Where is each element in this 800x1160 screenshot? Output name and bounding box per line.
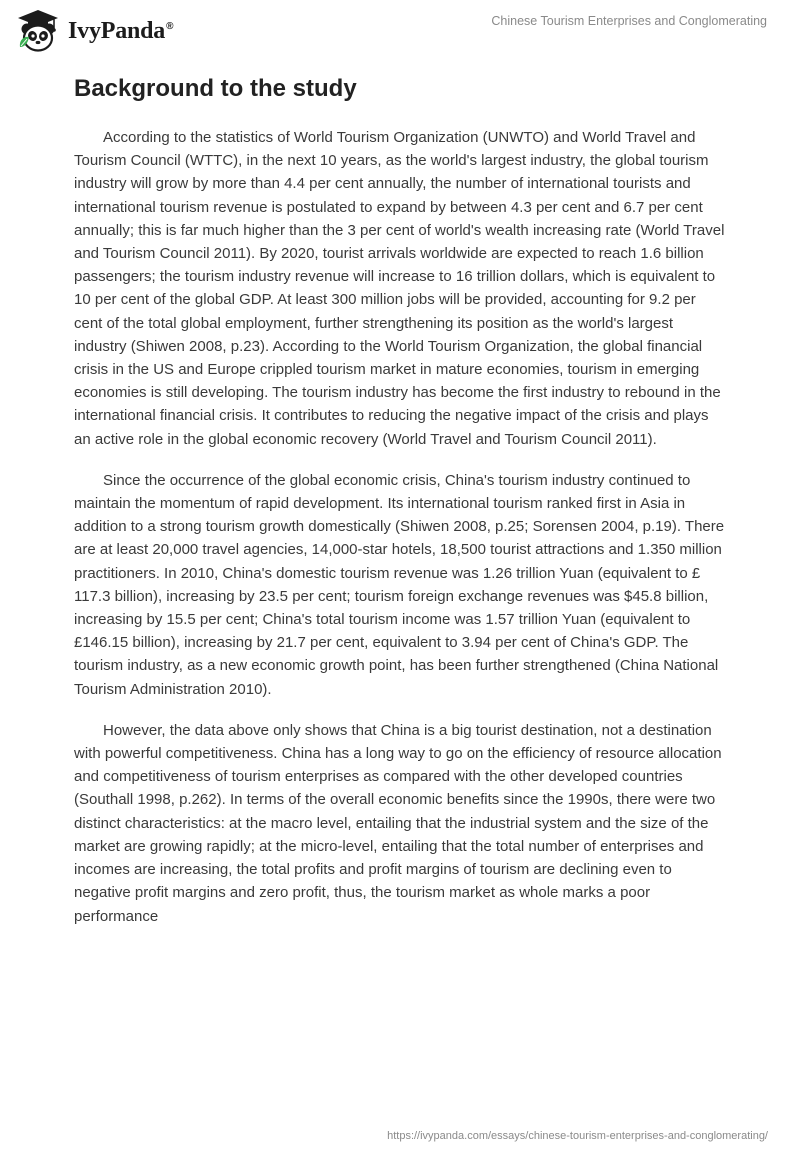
paragraph-1: According to the statistics of World Tourism Organization (UNWTO) and World Travel and Tourism Council (WTTC), in the next 10 years, as the world's largest industry, the global tourism industry will grow by more than 4.4 per cent annually, the number of international tourists and international tourism revenue is postulated to expand by between 4.3 per cent and 6.7 per cent annually; this is far much higher than the 3 per cent of world's wealth increasing rate (World Travel and Tourism Council 2011). By 2020, tourist arrivals worldwide are expected to reach 1.6 billion passengers; the tourism industry revenue will increase to 16 trillion dollars, which is equivalent to 10 per cent of the global GDP. At least 300 million jobs will be provided, accounting for 9.2 per cent of the total global employment, further strengthening its position as the world's largest industry (Shiwen 2008, p.23). According to the World Tourism Organization, the global financial crisis in the US and Europe crippled tourism market in mature economies, tourism in emerging economies is still developing. The tourism industry has become the first industry to rebound in the international financial crisis. It contributes to reducing the negative impact of the crisis and plays an active role in the global economic recovery (World Travel and Tourism Council 2011). bbox=[74, 129, 725, 448]
section-heading: Background to the study bbox=[74, 75, 357, 102]
panda-logo-icon bbox=[14, 7, 62, 55]
paragraph-3: However, the data above only shows that China is a big tourist destination, not a destination with powerful competitiveness. China has a long way to go on the efficiency of resource allocation and competitiveness of tourism enterprises as compared with the other developed countries (Southall 1998, p.262). In terms of the overall economic benefits since the 1990s, there were two distinct characteristics: at the macro level, entailing that the industrial system and the size of the market are growing rapidly; at the micro-level, entailing that the total number of enterprises and incomes are increasing, the total profits and profit margins of tourism are declining even to negative profit margins and zero profit, thus, the tourism market as whole marks a poor performance bbox=[74, 721, 722, 925]
registered-mark: ® bbox=[166, 20, 174, 32]
ivypanda-logo[interactable] bbox=[14, 7, 173, 55]
source-url[interactable]: https://ivypanda.com/essays/chinese-tourism-enterprises-and-conglomerating/ bbox=[387, 1130, 768, 1142]
document-title: Chinese Tourism Enterprises and Conglomerating bbox=[491, 14, 767, 28]
page-header bbox=[0, 0, 800, 60]
paragraph-2: Since the occurrence of the global economic crisis, China's tourism industry continued to maintain the momentum of rapid development. Its international tourism ranked first in Asia in addition to a strong tourism growth domestically (Shiwen 2008, p.25; Sorensen 2004, p.19). There are at least 20,000 travel agencies, 14,000-star hotels, 18,500 tourist attractions and 1.350 million practitioners. In 2010, China's domestic tourism revenue was 1.26 trillion Yuan (equivalent to £ 117.3 billion), increasing by 23.5 per cent; tourism foreign exchange revenues was $45.8 billion, increasing by 15.5 per cent; China's total tourism income was 1.57 trillion Yuan (equivalent to £146.15 billion), increasing by 21.7 per cent, equivalent to 3.94 per cent of China's GDP. The tourism industry, as a new economic growth point, has been further strengthened (China National Tourism Administration 2010). bbox=[74, 471, 725, 698]
brand-name: IvyPanda® bbox=[68, 17, 174, 44]
article-body bbox=[74, 72, 728, 946]
